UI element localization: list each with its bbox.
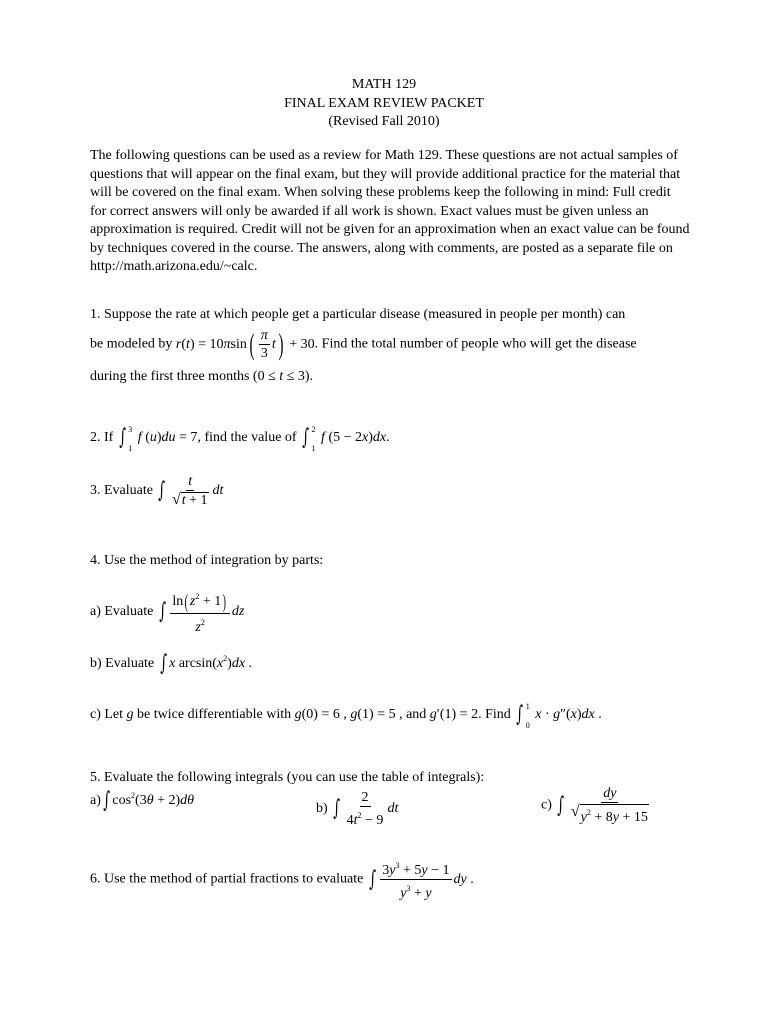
q1-line1: 1. Suppose the rate at which people get a particular disease (measured in people per month) can	[90, 307, 626, 322]
q4c-conditions: g(0) = 6 , g(1) = 5 ,	[294, 707, 403, 723]
q4b-line: b) Evaluate ∫ x $\arcsin(x^2)dx$ .	[90, 651, 253, 676]
q2-given-integral: ∫ 3 1 f (u)du = 7	[119, 425, 198, 453]
document-header	[0, 76, 768, 132]
q5b-line: b) ∫ $\frac{2}{4t^2 - 9}$ dt	[316, 790, 399, 828]
q4c-derivative: g′(1) = 2	[429, 707, 479, 723]
q4b-integral: ∫ x $\arcsin(x^2)dx$ .	[159, 651, 253, 676]
q4a-line: a) Evaluate ∫ $\frac{\ln( z^2 + 1)}{z^2}$ dz	[90, 590, 245, 635]
q5b-integral: ∫ $\frac{2}{4t^2 - 9}$ dt	[333, 790, 399, 828]
q1-line3: during the first three months (0 ≤ t ≤ 3).	[90, 369, 314, 384]
q3-line: 3. Evaluate ∫ t √ t + 1 dt	[90, 474, 224, 508]
q5a-line: a) ∫ $\cos^2(3\theta + 2)d\theta$	[90, 788, 195, 813]
q4c-line: c) Let g be twice differentiable with g(0) = 6 , g(1) = 5 , and g′(1) = 2. Find ∫ 1 0 x · g″(x)dx .	[90, 702, 602, 730]
q6-integral: ∫ $\frac{3y^3 + 5y - 1}{y^3 + y}$ dy .	[367, 872, 474, 887]
q4c-integral: ∫ 1 0 x · g″(x)dx .	[516, 702, 602, 730]
q5-intro: 5. Evaluate the following integrals (you can use the table of integrals):	[90, 770, 485, 785]
course-title: MATH 129	[351, 77, 417, 92]
q6-line: 6. Use the method of partial fractions to evaluate ∫ $\frac{3y^3 + 5y - 1}{y^3 + y}$ dy .	[90, 858, 474, 901]
q5c-line: c) ∫ dy √ $y^2 + 8y + 15$	[541, 786, 653, 825]
packet-title: FINAL EXAM REVIEW PACKET	[284, 95, 484, 111]
q1-line2: be modeled by r(t) = 10πsin( $\frac{\pi}{3}$ t) + 30. Find the total number of people who will get the disease	[90, 327, 637, 361]
q1-interval: 0 ≤ t ≤ 3	[257, 369, 305, 384]
q4a-integral: ∫ $\frac{\ln( z^2 + 1)}{z^2}$ dz	[159, 590, 245, 635]
q1-rate-formula: r(t) = 10πsin( $\frac{\pi}{3}$ t) + 30	[175, 327, 315, 361]
q2-target-integral: ∫ 2 1 f (5 − 2x)dx	[302, 425, 387, 453]
revision-note: (Revised Fall 2010)	[328, 114, 440, 129]
q3-integral: ∫ t √ t + 1 dt	[158, 474, 224, 508]
q2-line: 2. If ∫ 3 1 f (u)du = 7, find the value of ∫ 2 1 f (5 − 2x)dx.	[90, 425, 390, 453]
intro-paragraph: The following questions can be used as a review for Math 129. These questions are not actual samples of questions that will appear on the final exam, but they will provide additional practice for the material that will be covered on the final exam. When solving these problems keep the following in mind: Full credit for correct answers will only be awarded if all work is shown. Exact values must be given unless an approximation is required. Credit will not be given for an approximation when an exact value can be found by techniques covered in the course. The answers, along with comments, are posted as a separate file on http://math.arizona.edu/~calc.	[90, 148, 690, 274]
q4-intro: 4. Use the method of integration by parts:	[90, 553, 324, 568]
q4c-function-g: g	[126, 707, 134, 723]
q5c-integral: ∫ dy √ $y^2 + 8y + 15$	[557, 786, 648, 825]
q5a-integral: ∫ $\cos^2(3\theta + 2)d\theta$	[103, 788, 195, 813]
